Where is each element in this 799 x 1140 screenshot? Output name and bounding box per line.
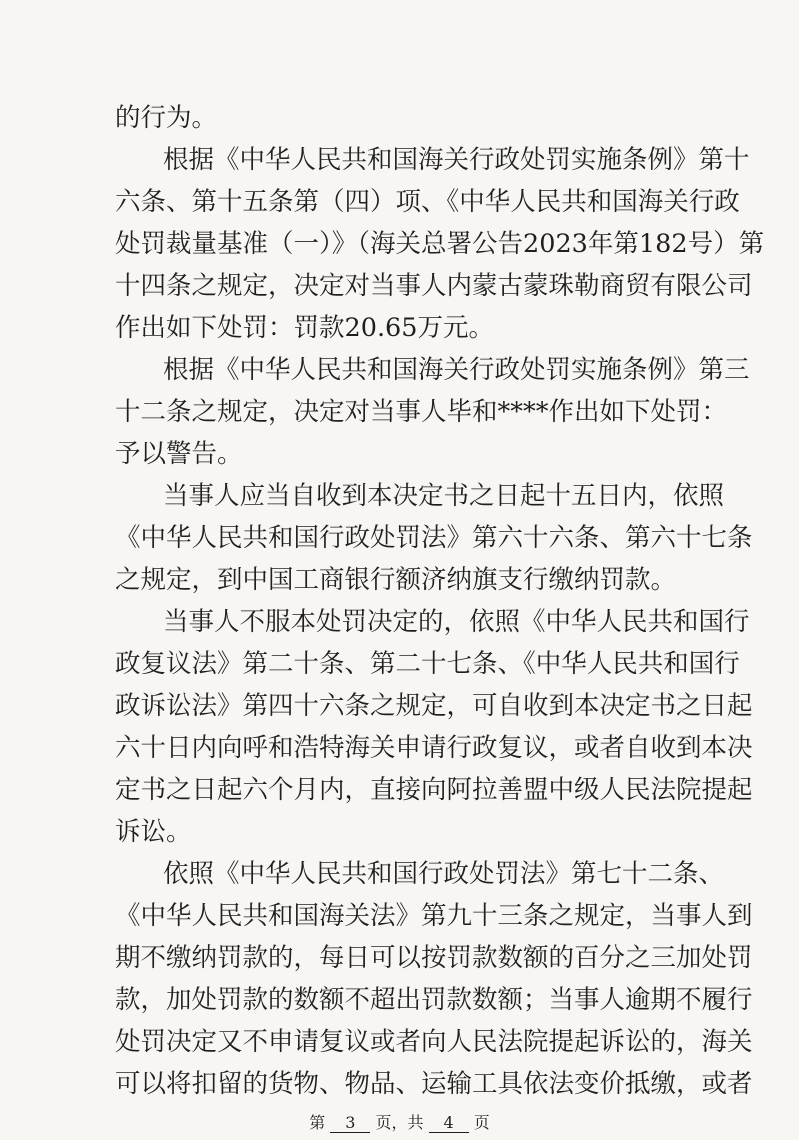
text-line-5: 十四条之规定，决定对当事人内蒙古蒙珠勒商贸有限公司 [115,271,753,301]
text-line-6: 作出如下处罚：罚款20.65万元。 [115,313,495,343]
text-line-3: 六条、第十五条第（四）项、《中华人民共和国海关行政 [115,187,740,217]
text-line-7: 根据《中华人民共和国海关行政处罚实施条例》第三 [163,355,750,385]
text-line-20: 《中华人民共和国海关法》第九十三条之规定，当事人到 [115,901,753,931]
text-line-12: 之规定，到中国工商银行额济纳旗支行缴纳罚款。 [115,565,677,595]
text-line-1: 的行为。 [115,103,218,133]
text-line-22: 款，加处罚款的数额不超出罚款数额；当事人逾期不履行 [115,985,753,1015]
text-line-14: 政复议法》第二十条、第二十七条、《中华人民共和国行 [115,649,740,679]
text-line-11: 《中华人民共和国行政处罚法》第六十六条、第六十七条 [115,523,753,553]
text-line-10: 当事人应当自收到本决定书之日起十五日内，依照 [163,481,725,511]
footer-prefix: 第 [309,1113,326,1132]
text-line-21: 期不缴纳罚款的，每日可以按罚款数额的百分之三加处罚 [115,943,753,973]
text-line-4: 处罚裁量基准（一）》（海关总署公告2023年第182号）第 [115,229,765,259]
text-line-8: 十二条之规定，决定对当事人毕和****作出如下处罚： [115,397,728,427]
text-line-16: 六十日内向呼和浩特海关申请行政复议，或者自收到本决 [115,733,753,763]
text-line-17: 定书之日起六个月内，直接向阿拉善盟中级人民法院提起 [115,775,753,805]
text-line-18: 诉讼。 [115,817,192,847]
total-pages-number: 4 [429,1114,469,1133]
footer-suffix: 页 [473,1113,490,1132]
text-line-13: 当事人不服本处罚决定的，依照《中华人民共和国行 [163,607,750,637]
text-line-2: 根据《中华人民共和国海关行政处罚实施条例》第十 [163,145,750,175]
text-line-23: 处罚决定又不申请复议或者向人民法院提起诉讼的，海关 [115,1027,753,1057]
page-footer [0,1112,799,1134]
text-line-9: 予以警告。 [115,439,243,469]
text-line-15: 政诉讼法》第四十六条之规定，可自收到本决定书之日起 [115,691,753,721]
current-page-number: 3 [330,1114,370,1133]
text-line-24: 可以将扣留的货物、物品、运输工具依法变价抵缴，或者 [115,1069,753,1099]
text-line-19: 依照《中华人民共和国行政处罚法》第七十二条、 [163,859,725,889]
footer-middle: 页，共 [375,1113,424,1132]
